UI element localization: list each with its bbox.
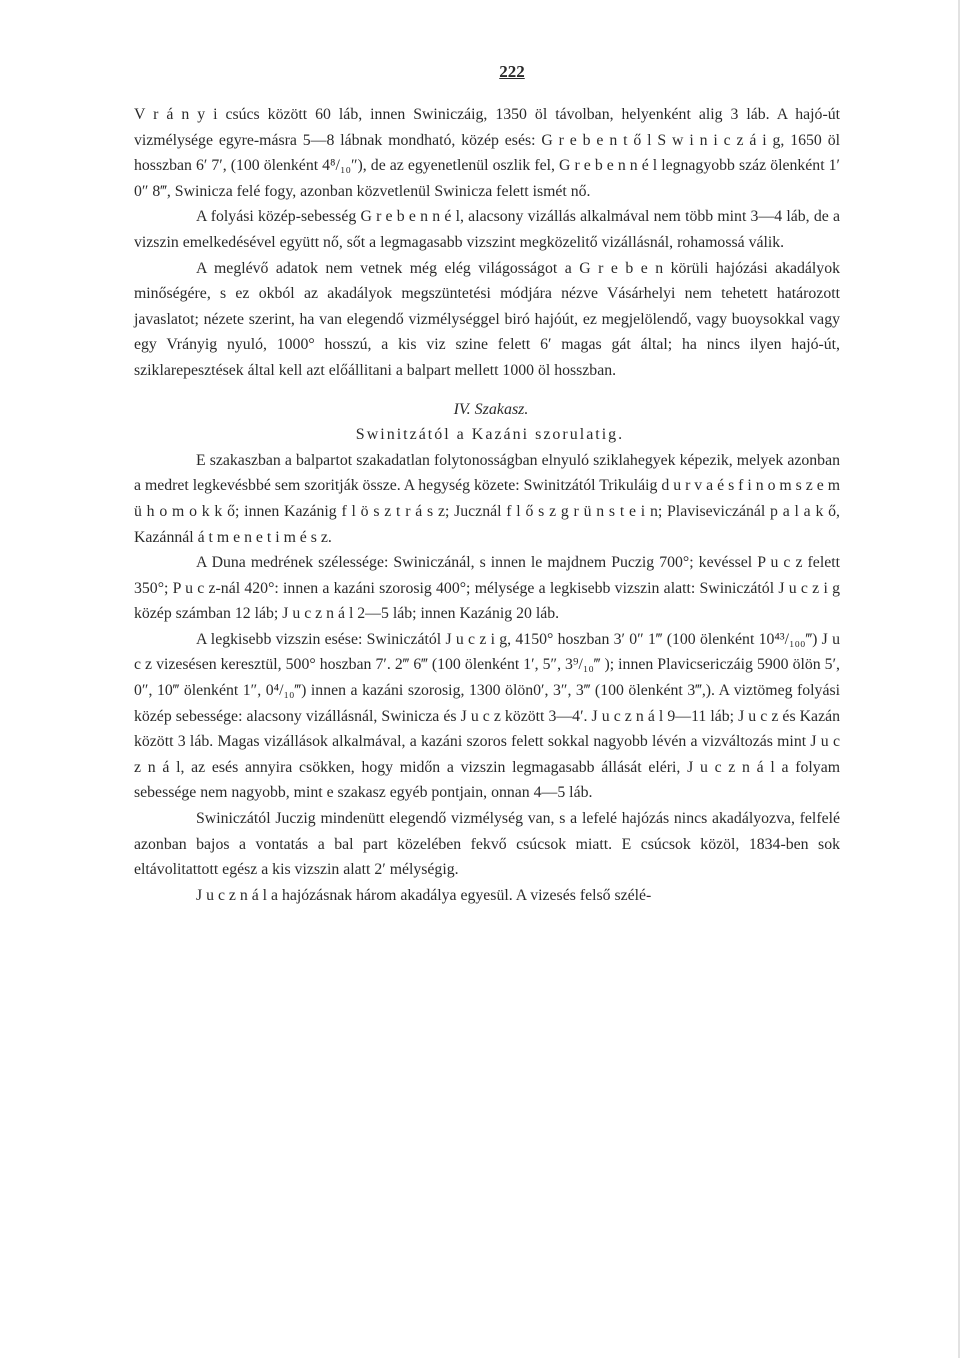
paragraph-8: J u c z n á l a hajózásnak három akadálya egyesül. A vizesés felső szélé- <box>196 886 652 904</box>
paragraph-3: A meglévő adatok nem vetnek még elég világosságot a G r e b e n körüli hajózási akadályok minőségére, s ez okból az akadályok megszüntetési módjára nézve Vásárhelyi nem tehetett határozott javaslatot; nézete szerint, ha van elegendő vizmélységgel biró hajóút, ez megjelölendő, vagy buoysokkal vagy egy Vrányig nyuló, 1000° hosszú, a kis viz szine felett 6′ magas gát által; ha nincs ilyen hajó-út, sziklarepesztések által kell azt előállitani a balpart mellett 1000 öl hosszban. <box>134 259 840 379</box>
paragraph-4: E szakaszban a balpartot szakadatlan folytonosságban elnyuló sziklahegyek képezik, melyek azonban a medret legkevésbbé sem szoritják össze. A hegység közete: Swinitzától Trikuláig d u r v a é s f i n o m s z e m ü h o m o k k ő; innen Kazánig f l ö s z t r á s z; Jucznál f l ő s z g r ü n s t e i n; Plaviseviczánál p a l a k ő, Kazánnál á t m e n e t i m é s z. <box>134 451 840 546</box>
paragraph-7: Swiniczától Juczig mindenütt elegendő vizmélység van, s a lefelé hajózás nincs akadályozva, felfelé azonban bajos a vontatás a bal part közelében fekvő csúcsok miatt. E csúcsok közöl, 1834-ben sok eltávolitattott egész a kis vizszin alatt 2′ mélységig. <box>134 810 840 879</box>
page-number: 222 <box>499 62 525 81</box>
section-title: Swinitzától a Kazáni szorulatig. <box>355 426 625 444</box>
paragraph-1: V r á n y i csúcs között 60 láb, innen Swiniczáig, 1350 öl távolban, helyenként alig 3 láb. A hajó-út vizmélysége egyre-másra 5—8 lábnak mondható, közép esés: G r e b e n t ő l S w i n i c z á i g, 1650 öl hosszban 6′ 7′, (100 ölenként 4⁸/₁₀″), de az egyenetlenül oszlik fel, G r e b e n n é l legnagyobb száz ölenként 1′ 0″ 8‴, Swinicza felé fogy, azonban közvetlenül Swinicza felett ismét nő. <box>134 106 840 200</box>
paragraph-5: A Duna medrének szélessége: Swiniczánál, s innen le majdnem Puczig 700°; kevéssel P u c z felett 350°; P u c z-nál 420°: innen a kazáni szorosig 400°; mélysége a legkisebb vizszin alatt: Swiniczától J u c z i g közép számban 12 láb; J u c z n á l 2—5 láb; innen Kazánig 20 láb. <box>134 554 840 623</box>
section-number: IV. Szakasz. <box>453 400 529 418</box>
paragraph-2: A folyási közép-sebesség G r e b e n n é l, alacsony vizállás alkalmával nem több mint 3—4 láb, de a vizszin emelkedésével együtt nő, sőt a legmagasabb vizszint megközelitő vizállásnál, rohamossá válik. <box>134 208 840 251</box>
paragraph-6: A legkisebb vizszin esése: Swiniczától J u c z i g, 4150° hoszban 3′ 0″ 1‴ (100 ölenként 10⁴³/₁₀₀‴) J u c z vizesésen keresztül, 500° hoszban 7′. 2‴ 6‴ (100 ölenként 1′, 5″, 3⁹/₁₀‴ ); innen Plavicsericzáig 5900 ölön 5′, 0″, 10‴ ölenként 1″, 0⁴/₁₀‴) innen a kazáni szorosig, 1300 ölön0′, 3″, 3‴ (100 ölenként 3‴,). A viztömeg folyási közép sebessége: alacsony vizállásnál, Swinicza és J u c z között 3—4′. J u c z n á l 9—11 láb; J u c z és Kazán között 3 láb. Magas vizállások alkalmával, a kazáni szoros felett sokkal nagyobb lévén a vizváltozás mint J u c z n á l, az esés annyira csökken, hogy midőn a vizszin legmagasabb állását eléri, J u c z n á l a folyam sebessége nem nagyobb, mint e szakasz egyéb pontjain, onnan 4—5 láb. <box>134 630 840 802</box>
page-content <box>134 62 840 908</box>
